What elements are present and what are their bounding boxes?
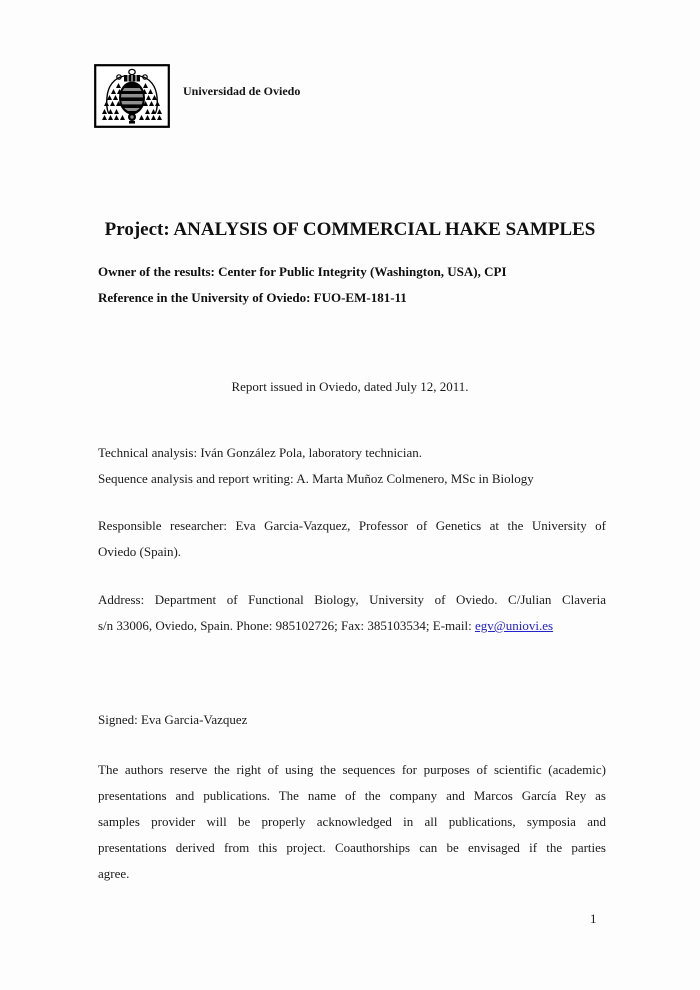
project-title: Project: ANALYSIS OF COMMERCIAL HAKE SAMPLES: [104, 218, 596, 240]
page-number: 1: [590, 911, 597, 926]
rights-line-3: samples provider will be properly acknowledged in all publications, symposia and: [98, 814, 606, 829]
address-paragraph: [98, 587, 606, 639]
rights-line-4: presentations derived from this project. Coauthorships can be envisaged if the parties: [98, 840, 606, 855]
ownership-block: [98, 259, 606, 311]
email-link[interactable]: egv@uniovi.es: [475, 618, 554, 633]
technical-analysis-line: Technical analysis: Iván González Pola, laboratory technician.: [98, 445, 422, 460]
researcher-line-2: Oviedo (Spain).: [98, 544, 182, 559]
university-logo: [94, 64, 170, 128]
staff-block: [98, 440, 606, 492]
report-issued-line: Report issued in Oviedo, dated July 12, 2011.: [231, 379, 469, 394]
owner-line: Owner of the results: Center for Public Integrity (Washington, USA), CPI: [98, 264, 507, 279]
address-line-2-text: s/n 33006, Oviedo, Spain. Phone: 985102726; Fax: 385103534; E-mail:: [98, 618, 475, 633]
researcher-line-1: Responsible researcher: Eva Garcia-Vazquez, Professor of Genetics at the University of: [98, 518, 606, 533]
rights-line-1: The authors reserve the right of using the sequences for purposes of scientific (academic): [98, 762, 606, 777]
rights-line-2: presentations and publications. The name of the company and Marcos García Rey as: [98, 788, 606, 803]
rights-paragraph: [98, 757, 606, 887]
rights-line-5: agree.: [98, 866, 130, 881]
address-line-2: [98, 613, 606, 639]
address-line-1: Address: Department of Functional Biology, University of Oviedo. C/Julian Claveria: [98, 592, 606, 607]
sequence-analysis-line: Sequence analysis and report writing: A. Marta Muñoz Colmenero, MSc in Biology: [98, 471, 534, 486]
responsible-researcher-paragraph: [98, 513, 606, 565]
university-name: Universidad de Oviedo: [183, 84, 301, 98]
university-crest-icon: [94, 64, 170, 128]
reference-line: Reference in the University of Oviedo: FUO-EM-181-11: [98, 290, 407, 305]
signed-line: Signed: Eva Garcia-Vazquez: [98, 712, 248, 727]
